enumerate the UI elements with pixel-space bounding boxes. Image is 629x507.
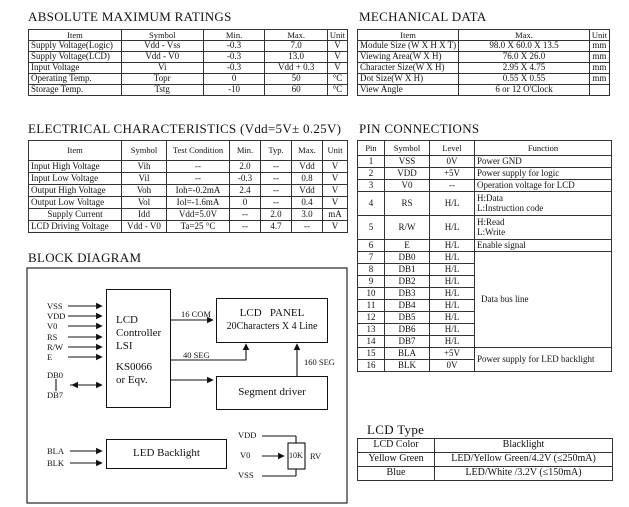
db0-label: DB0 [47, 370, 64, 380]
cell: 13 [358, 324, 385, 336]
cell: mm [589, 52, 609, 63]
cell: +5V [430, 168, 475, 180]
abs-title: ABSOLUTE MAXIMUM RATINGS [28, 9, 232, 24]
cell: 10 [358, 288, 385, 300]
cell: -- [261, 173, 292, 185]
cell: H/L [430, 216, 475, 240]
cell: Storage Temp. [29, 85, 122, 96]
pot-vdd-label: VDD [238, 430, 257, 440]
controller-line: Controller [116, 327, 162, 339]
cell: Supply Current [29, 209, 122, 221]
pot-vss-label: VSS [238, 470, 254, 480]
cell: -- [292, 221, 323, 233]
mech-title: MECHANICAL DATA [359, 9, 487, 24]
seg40-label: 40 SEG [183, 350, 210, 360]
cell: Idd [122, 209, 167, 221]
cell: mm [589, 74, 609, 85]
rv-label: RV [310, 451, 322, 461]
cell: BLA [385, 348, 430, 360]
cell: mm [589, 63, 609, 74]
cell: 2.4 [230, 185, 261, 197]
cell: V [323, 185, 348, 197]
cell: Voh [122, 185, 167, 197]
cell: 9 [358, 276, 385, 288]
col-header: Item [29, 30, 122, 41]
rs-label: RS [47, 332, 58, 342]
controller-line: or Eqv. [116, 374, 148, 386]
cell: Vil [122, 173, 167, 185]
cell: V [323, 221, 348, 233]
col-header: Test Condition [167, 141, 230, 161]
panel-line: LCD PANEL [239, 307, 305, 319]
cell: 11 [358, 300, 385, 312]
cell: Vol [122, 197, 167, 209]
cell: 15 [358, 348, 385, 360]
cell: 8 [358, 264, 385, 276]
lcd-controller-block [106, 289, 171, 408]
cell-line: H:Read [477, 217, 505, 228]
cell-line: L:Write [477, 226, 506, 237]
cell: 0V [430, 360, 475, 372]
cell: Module Size (W X H X T) [358, 41, 459, 52]
cell: mm [589, 41, 609, 52]
cell: -- [261, 161, 292, 173]
cell: mA [323, 209, 348, 221]
col-header: Min. [230, 141, 261, 161]
cell: 4 [358, 192, 385, 216]
col-header: Max. [459, 30, 590, 41]
cell: DB1 [385, 264, 430, 276]
cell: View Angle [358, 85, 459, 96]
lcd-panel-block [216, 298, 328, 343]
cell: Blue [358, 467, 435, 481]
block-title: BLOCK DIAGRAM [28, 250, 142, 265]
col-header: Pin [358, 141, 385, 156]
cell: 6 [358, 240, 385, 252]
cell: 0V [430, 156, 475, 168]
cell: Vi [121, 63, 203, 74]
led-backlight-block: LED Backlight [106, 439, 227, 469]
cell: Enable signal [475, 240, 612, 252]
cell: H/L [430, 312, 475, 324]
col-header: Item [29, 141, 122, 161]
cell: 98.0 X 60.0 X 13.5 [459, 41, 590, 52]
cell: -- [230, 209, 261, 221]
cell: Vdd - V0 [121, 52, 203, 63]
e-label: E [47, 352, 53, 362]
pins-title: PIN CONNECTIONS [359, 121, 480, 136]
cell: DB6 [385, 324, 430, 336]
vdd-label: VDD [47, 311, 66, 321]
elec-title: ELECTRICAL CHARACTERISTICS (Vdd=5V± 0.25V) [28, 121, 342, 136]
cell: -- [261, 197, 292, 209]
cell: V [327, 41, 347, 52]
cell: 14 [358, 336, 385, 348]
cell: 7.0 [265, 41, 327, 52]
cell: Input High Voltage [29, 161, 122, 173]
cell: V [327, 63, 347, 74]
cell: DB5 [385, 312, 430, 324]
cell: Input Voltage [29, 63, 122, 74]
cell: LCD Driving Voltage [29, 221, 122, 233]
lcdtype-title: LCD Type [367, 422, 425, 437]
cell: 3.0 [292, 209, 323, 221]
cell: 2.95 X 4.75 [459, 63, 590, 74]
cell: 6 or 12 O'Clock [459, 85, 590, 96]
rw-label: R/W [47, 342, 64, 352]
col-header: Symbol [122, 141, 167, 161]
cell: H/L [430, 192, 475, 216]
cell: Supply Voltage(Logic) [29, 41, 122, 52]
cell: 16 [358, 360, 385, 372]
cell: 7 [358, 252, 385, 264]
cell: V [327, 52, 347, 63]
controller-line: LSI [116, 340, 133, 352]
controller-line: KS0066 [116, 361, 153, 373]
controller-line: LCD [116, 314, 138, 326]
cell: 1 [358, 156, 385, 168]
col-header: Max. [292, 141, 323, 161]
cell: V [323, 161, 348, 173]
cell: -- [261, 185, 292, 197]
cell: H/L [430, 276, 475, 288]
col-header: Function [475, 141, 612, 156]
cell: H/L [430, 300, 475, 312]
cell: R/W [385, 216, 430, 240]
cell: -0.3 [230, 173, 261, 185]
cell: 60 [265, 85, 327, 96]
cell: H/L [430, 240, 475, 252]
cell: Yellow Green [358, 453, 435, 467]
cell: -0.3 [203, 41, 265, 52]
col-header: Item [358, 30, 459, 41]
cell: DB2 [385, 276, 430, 288]
pot-v0-label: V0 [240, 450, 251, 460]
col-header: Symbol [385, 141, 430, 156]
cell: Ioh=-0.2mA [167, 185, 230, 197]
cell: H/L [430, 336, 475, 348]
col-header: Level [430, 141, 475, 156]
cell: Vdd + 0.3 [265, 63, 327, 74]
cell: -0.3 [203, 52, 265, 63]
cell: BLK [385, 360, 430, 372]
col-header: Unit [589, 30, 609, 41]
cell: H/L [430, 252, 475, 264]
cell: -10 [203, 85, 265, 96]
cell: V0 [385, 180, 430, 192]
cell: Vdd=5.0V [167, 209, 230, 221]
cell: 13.0 [265, 52, 327, 63]
cell: 2 [358, 168, 385, 180]
cell: LED/White /3.2V (≤150mA) [435, 467, 613, 481]
cell: 0 [203, 74, 265, 85]
cell: -- [230, 221, 261, 233]
col-header: Max. [265, 30, 327, 41]
cell: DB7 [385, 336, 430, 348]
cell: Ta=25 °C [167, 221, 230, 233]
cell: Vdd [292, 185, 323, 197]
cell: +5V [430, 348, 475, 360]
cell: Iol=-1.6mA [167, 197, 230, 209]
cell: 0 [230, 197, 261, 209]
cell: 3 [358, 180, 385, 192]
bla-label: BLA [47, 446, 64, 456]
cell: Vdd - V0 [122, 221, 167, 233]
cell: Operating Temp. [29, 74, 122, 85]
cell: -- [167, 161, 230, 173]
cell: Viewing Area(W X H) [358, 52, 459, 63]
com-label: 16 COM [181, 309, 211, 319]
cell: VSS [385, 156, 430, 168]
cell: Topr [121, 74, 203, 85]
cell: °C [327, 85, 347, 96]
cell: Dot Size(W X H) [358, 74, 459, 85]
v0-label: V0 [47, 321, 58, 331]
cell: Output Low Voltage [29, 197, 122, 209]
cell: LED/Yellow Green/4.2V (≤250mA) [435, 453, 613, 467]
cell: Power GND [475, 156, 612, 168]
cell: -0.3 [203, 63, 265, 74]
cell: 0.4 [292, 197, 323, 209]
cell: Input Low Voltage [29, 173, 122, 185]
cell: H/L [430, 324, 475, 336]
cell: Character Size(W X H) [358, 63, 459, 74]
cell: Vdd [292, 161, 323, 173]
cell: Power supply for logic [475, 168, 612, 180]
cell: 0.55 X 0.55 [459, 74, 590, 85]
cell: Output High Voltage [29, 185, 122, 197]
databus-cell: Data bus line [475, 252, 612, 348]
cell: 0.8 [292, 173, 323, 185]
cell: Supply Voltage(LCD) [29, 52, 122, 63]
cell: 76.0 X 26.0 [459, 52, 590, 63]
cell: -- [167, 173, 230, 185]
cell: °C [327, 74, 347, 85]
col-header: LCD Color [358, 439, 435, 453]
cell: DB4 [385, 300, 430, 312]
pot-value-label: 10K [289, 451, 303, 460]
cell-line: H:Data [477, 193, 503, 204]
cell: -- [430, 180, 475, 192]
cell: RS [385, 192, 430, 216]
cell: 4.7 [261, 221, 292, 233]
cell: Vdd - Vss [121, 41, 203, 52]
cell: 5 [358, 216, 385, 240]
cell: Vih [122, 161, 167, 173]
cell: VDD [385, 168, 430, 180]
panel-line: 20Characters X 4 Line [226, 321, 318, 332]
db7-label: DB7 [47, 390, 64, 400]
col-header: Unit [323, 141, 348, 161]
seg160-label: 160 SEG [304, 357, 335, 367]
cell: DB0 [385, 252, 430, 264]
cell: H/L [430, 264, 475, 276]
cell: 2.0 [230, 161, 261, 173]
col-header: Unit [327, 30, 347, 41]
cell: E [385, 240, 430, 252]
cell: V [323, 173, 348, 185]
segment-driver-block: Segment driver [216, 376, 328, 410]
col-header: Typ. [261, 141, 292, 161]
backlight-cell: Power supply for LED backlight [475, 348, 612, 372]
cell: 2.0 [261, 209, 292, 221]
vss-label: VSS [47, 301, 63, 311]
cell: H/L [430, 288, 475, 300]
col-header: Symbol [121, 30, 203, 41]
col-header: Blacklight [435, 439, 613, 453]
cell-line: L:Instruction code [477, 202, 544, 213]
cell: 12 [358, 312, 385, 324]
col-header: Min. [203, 30, 265, 41]
cell: Tstg [121, 85, 203, 96]
cell: DB3 [385, 288, 430, 300]
cell: 50 [265, 74, 327, 85]
blk-label: BLK [47, 458, 64, 468]
cell: Operation voltage for LCD [475, 180, 612, 192]
cell: V [323, 197, 348, 209]
